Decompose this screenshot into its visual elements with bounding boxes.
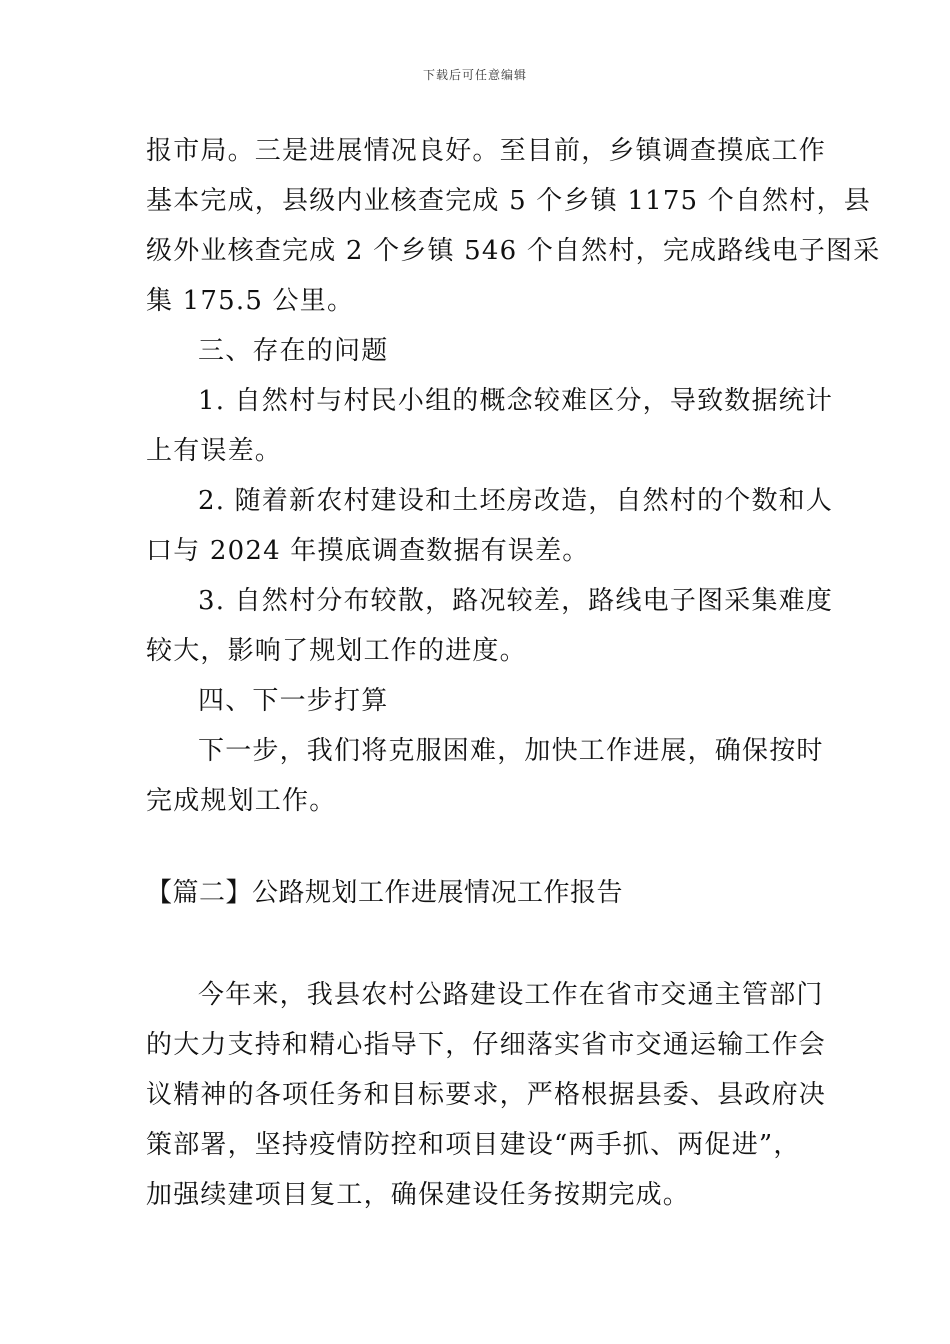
part-two-paragraph-line: 加强续建项目复工，确保建设任务按期完成。 [146,1180,691,1210]
page-header-note: 下载后可任意编辑 [422,68,527,82]
paragraph-line: 基本完成，县级内业核查完成 5 个乡镇 1175 个自然村，县 [146,186,871,216]
problem-item-3-line: 较大，影响了规划工作的进度。 [146,636,527,666]
spacer [146,826,808,868]
problem-item-1-line: 1. 自然村与村民小组的概念较难区分，导致数据统计 [198,386,834,416]
part-two-paragraph-line: 的大力支持和精心指导下，仔细落实省市交通运输工作会 [146,1030,827,1060]
part-two-paragraph-line: 议精神的各项任务和目标要求，严格根据县委、县政府决 [146,1080,827,1110]
part-two-paragraph-line: 今年来，我县农村公路建设工作在省市交通主管部门 [198,980,824,1010]
problem-item-2-line: 口与 2024 年摸底调查数据有误差。 [146,536,590,566]
section-heading-problems: 三、存在的问题 [198,336,389,366]
part-two-title: 【篇二】公路规划工作进展情况工作报告 [146,878,624,908]
next-steps-line: 下一步，我们将克服困难，加快工作进展，确保按时 [198,736,824,766]
paragraph-line: 报市局。三是进展情况良好。至目前，乡镇调查摸底工作 [146,136,827,166]
problem-item-1-line: 上有误差。 [146,436,283,466]
part-two-paragraph-line: 策部署，坚持疫情防控和项目建设“两手抓、两促进”， [146,1130,801,1160]
problem-item-2-line: 2. 随着新农村建设和土坯房改造，自然村的个数和人 [198,486,834,516]
section-heading-next-steps: 四、下一步打算 [198,686,389,716]
paragraph-line: 级外业核查完成 2 个乡镇 546 个自然村，完成路线电子图采 [146,236,881,266]
paragraph-line: 集 175.5 公里。 [146,286,355,316]
document-body [146,126,881,1220]
spacer [146,918,808,970]
next-steps-line: 完成规划工作。 [146,786,337,816]
problem-item-3-line: 3. 自然村分布较散，路况较差，路线电子图采集难度 [198,586,834,616]
